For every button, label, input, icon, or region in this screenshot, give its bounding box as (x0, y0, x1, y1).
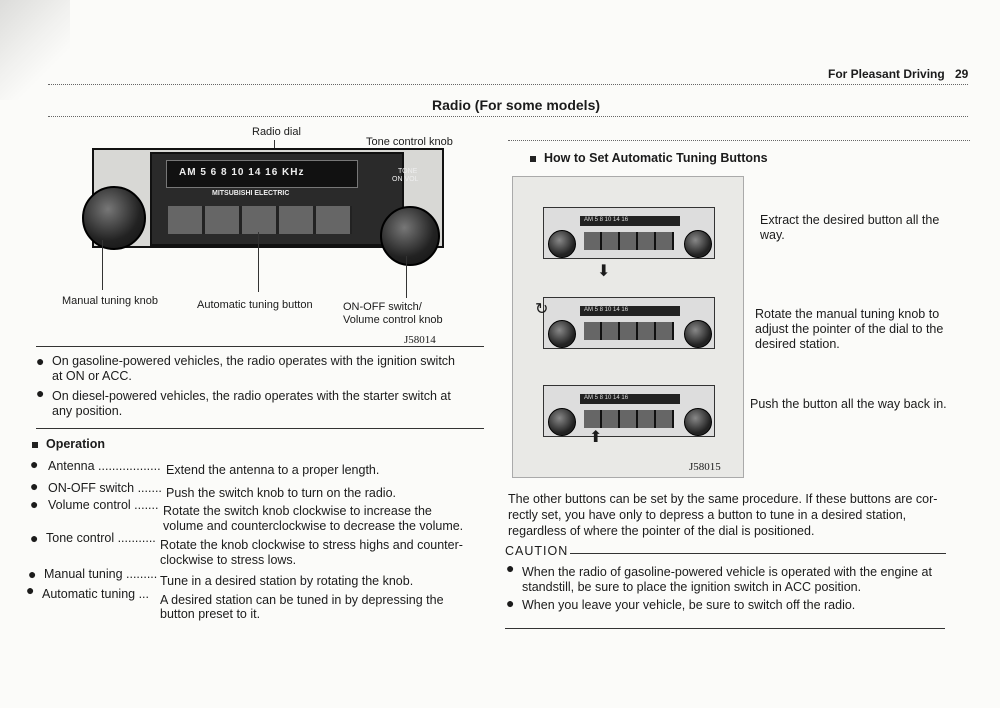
step-2-line1: Rotate the manual tuning knob to (755, 307, 940, 321)
op-desc-2: clockwise to stress lows. (160, 553, 297, 567)
label-tone-knob: Tone control knob (366, 136, 453, 148)
mini-radio (543, 385, 715, 437)
volume-knob (380, 206, 440, 266)
label-radio-dial: Radio dial (252, 126, 301, 138)
page-title: Radio (For some models) (432, 97, 601, 113)
op-term: ON-OFF switch ....... (48, 481, 162, 495)
mini-dial: AM 5 8 10 14 16 (580, 306, 680, 316)
label-manual-knob: Manual tuning knob (62, 295, 159, 307)
mini-knob (548, 408, 576, 436)
mini-knob (548, 320, 576, 348)
label-onoff-2: Volume control knob (343, 314, 443, 326)
op-desc: Tune in a desired station by rotating the knob. (160, 574, 414, 588)
title-rule (48, 116, 968, 117)
square-bullet-icon (32, 442, 38, 448)
mini-buttons (584, 322, 674, 340)
tone-label: TONE (398, 168, 418, 175)
photo-code: J58015 (689, 461, 721, 473)
bullet-icon: ● (30, 496, 39, 512)
radio-dial-window (166, 160, 358, 188)
page-curl (0, 0, 70, 100)
mini-radio (543, 207, 715, 259)
operation-heading-text: Operation (46, 437, 106, 451)
bullet-icon: ● (506, 560, 515, 576)
step-1-line2: way. (760, 228, 785, 242)
op-term: Volume control ....... (48, 498, 159, 512)
op-desc: A desired station can be tuned in by depressing the (160, 593, 444, 607)
page-number: 29 (955, 67, 969, 81)
header-section: For Pleasant Driving (828, 67, 945, 81)
op-term: Automatic tuning ... (42, 587, 150, 601)
op-desc: Extend the antenna to a proper length. (166, 463, 380, 477)
figure-rule (36, 346, 484, 347)
step-2-line2: adjust the pointer of the dial to the (755, 322, 944, 336)
caution-1-line2: standstill, be sure to place the ignition switch in ACC position. (522, 580, 862, 594)
bullet-icon: ● (36, 385, 45, 401)
op-term: Manual tuning ......... (44, 567, 158, 581)
mini-knob (548, 230, 576, 258)
operation-heading (32, 436, 105, 452)
op-desc-2: button preset to it. (160, 607, 261, 621)
note-2-line1: On diesel-powered vehicles, the radio operates with the starter switch at (52, 389, 451, 403)
caution-1-line1: When the radio of gasoline-powered vehicle is operated with the engine at (522, 565, 932, 579)
mini-buttons (584, 410, 674, 428)
arrow-up-icon: ⬆ (589, 429, 603, 446)
brand-label: MITSUBISHI ELECTRIC (212, 190, 290, 197)
bullet-icon: ● (36, 353, 45, 369)
bullet-icon: ● (30, 530, 39, 546)
procedure-line1: The other buttons can be set by the same procedure. If these buttons are cor- (508, 492, 938, 506)
caution-rule (570, 553, 946, 554)
label-onoff-1: ON-OFF switch/ (343, 301, 422, 313)
label-auto-button: Automatic tuning button (197, 299, 313, 311)
mini-knob (684, 320, 712, 348)
mini-knob (684, 408, 712, 436)
step-1-line1: Extract the desired button all the (760, 213, 940, 227)
procedure-line3: regardless of where the pointer of the dial is positioned. (508, 524, 815, 538)
tuning-steps-photo (512, 176, 744, 478)
notes-rule (36, 428, 484, 429)
leader-line (102, 240, 103, 290)
procedure-line2: rectly set, you have only to depress a button to tune in a desired station, (508, 508, 907, 522)
caution-2-line1: When you leave your vehicle, be sure to switch off the radio. (522, 598, 856, 612)
dial-scale: AM 5 6 8 10 14 16 KHz (179, 167, 305, 178)
tuning-heading-text: How to Set Automatic Tuning Buttons (544, 151, 768, 165)
bullet-icon: ● (30, 456, 39, 472)
note-2-line2: any position. (52, 404, 123, 418)
leader-line (406, 256, 407, 298)
step-3-line1: Push the button all the way back in. (750, 397, 947, 411)
arrow-down-icon: ⬇ (597, 263, 611, 280)
op-desc: Rotate the switch knob clockwise to increase the (163, 504, 432, 518)
op-term: Tone control ........... (46, 531, 156, 545)
right-rule (508, 140, 970, 141)
mini-dial: AM 5 8 10 14 16 (580, 394, 680, 404)
header-rule (48, 84, 968, 85)
mini-buttons (584, 232, 674, 250)
preset-buttons (168, 206, 352, 234)
op-desc: Push the switch knob to turn on the radio. (166, 486, 396, 500)
square-bullet-icon (530, 156, 536, 162)
leader-line (258, 232, 259, 292)
op-term: Antenna .................. (48, 459, 161, 473)
figure-code: J58014 (404, 334, 436, 346)
op-desc: Rotate the knob clockwise to stress highs and counter- (160, 538, 463, 552)
note-1-line1: On gasoline-powered vehicles, the radio operates with the ignition switch (52, 354, 456, 368)
bullet-icon: ● (28, 566, 37, 582)
op-desc-2: volume and counterclockwise to decrease the volume. (163, 519, 464, 533)
manual-tuning-knob (82, 186, 146, 250)
caution-heading: CAUTION (505, 544, 569, 558)
note-1-line2: at ON or ACC. (52, 369, 132, 383)
caution-end-rule (505, 628, 945, 629)
bullet-icon: ● (26, 582, 35, 598)
step-2-line3: desired station. (755, 337, 840, 351)
mini-knob (684, 230, 712, 258)
bullet-icon: ● (30, 478, 39, 494)
mini-dial: AM 5 8 10 14 16 (580, 216, 680, 226)
bullet-icon: ● (506, 595, 515, 611)
tuning-heading (530, 150, 768, 166)
rotate-arrow-icon: ↻ (535, 301, 549, 318)
onvol-label: ON VOL (392, 176, 419, 183)
mini-radio (543, 297, 715, 349)
